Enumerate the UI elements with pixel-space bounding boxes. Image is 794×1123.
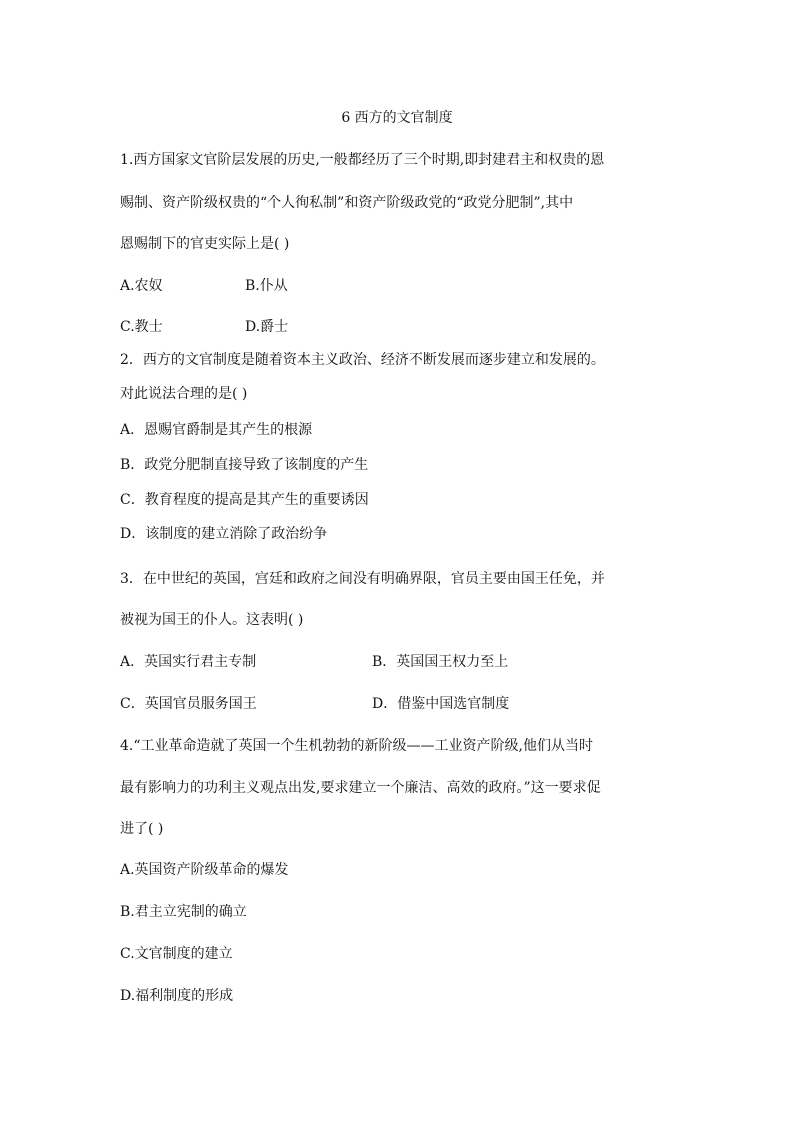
q1-option-c: C.教士 [120, 319, 163, 335]
q2-text-line-2: 对此说法合理的是( ) [120, 386, 248, 402]
q4-option-d: D.福利制度的形成 [120, 988, 234, 1004]
q3-text-line-2: 被视为国王的仆人。这表明( ) [120, 612, 304, 628]
q3-option-a: A．英国实行君主专制 [120, 654, 257, 670]
q2-option-d: D．该制度的建立消除了政治纷争 [120, 526, 328, 542]
q2-option-a: A．恩赐官爵制是其产生的根源 [120, 422, 313, 438]
q2-option-c: C．教育程度的提高是其产生的重要诱因 [120, 492, 369, 508]
q1-option-b: B.仆从 [245, 278, 288, 294]
q4-text-line-3: 进了( ) [120, 821, 164, 837]
q3-option-b: B．英国国王权力至上 [372, 654, 509, 670]
q1-text-line-3: 恩赐制下的官吏实际上是( ) [120, 236, 290, 252]
q4-text-line-2: 最有影响力的功利主义观点出发,要求建立一个廉洁、高效的政府。”这一要求促 [120, 780, 601, 796]
q4-text-line-1: 4.“工业革命造就了英国一个生机勃勃的新阶级——工业资产阶级,他们从当时 [120, 738, 593, 754]
q3-text-line-1: 3．在中世纪的英国，宫廷和政府之间没有明确界限，官员主要由国王任免，并 [120, 571, 605, 587]
q4-option-a: A.英国资产阶级革命的爆发 [120, 862, 289, 878]
q1-text-line-1: 1.西方国家文官阶层发展的历史,一般都经历了三个时期,即封建君主和权贵的恩 [120, 152, 605, 168]
q1-option-d: D.爵士 [245, 319, 289, 335]
q2-text-line-1: 2．西方的文官制度是随着资本主义政治、经济不断发展而逐步建立和发展的。 [120, 352, 605, 368]
q4-option-b: B.君主立宪制的确立 [120, 904, 247, 920]
q4-option-c: C.文官制度的建立 [120, 946, 233, 962]
q3-option-d: D．借鉴中国选官制度 [372, 696, 510, 712]
q3-option-c: C．英国官员服务国王 [120, 696, 257, 712]
q2-option-b: B．政党分肥制直接导致了该制度的产生 [120, 457, 369, 473]
q1-option-a: A.农奴 [120, 278, 163, 294]
page-title: 6 西方的文官制度 [341, 110, 453, 126]
q1-text-line-2: 赐制、资产阶级权贵的“个人徇私制”和资产阶级政党的“政党分肥制”,其中 [120, 195, 574, 211]
